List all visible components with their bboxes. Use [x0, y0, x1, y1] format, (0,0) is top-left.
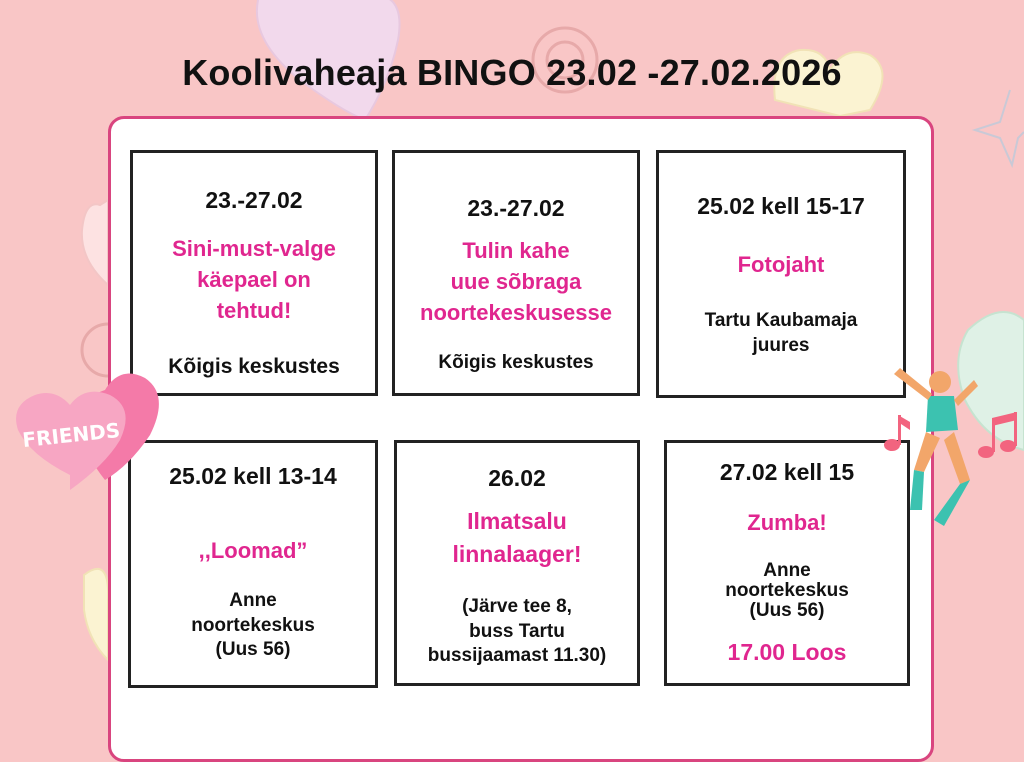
heart-shape: [82, 200, 108, 285]
card-location: Tartu Kaubamaja juures: [704, 310, 858, 356]
card-location: Anne noortekeskus (Uus 56): [725, 560, 849, 621]
music-note-icon: [978, 412, 1017, 458]
star-shape: [975, 90, 1024, 165]
dancer-illustration: [874, 360, 1024, 540]
card-date: 23.-27.02: [205, 187, 303, 213]
music-note-icon: [884, 415, 910, 451]
bingo-card-2: [392, 150, 640, 396]
card-event: ,,Loomad”: [198, 538, 308, 563]
card-event: Tulin kahe uue sõbraga noortekeskusesse: [420, 238, 612, 326]
heart-shape: [84, 569, 108, 660]
card-event: Zumba!: [747, 510, 827, 535]
dancer-body: [926, 396, 958, 432]
bingo-card-3: [656, 150, 906, 398]
card-date: 23.-27.02: [467, 195, 565, 221]
card-date: 25.02 kell 13-14: [169, 463, 337, 489]
card-event: Fotojaht: [737, 252, 825, 277]
card-date: 26.02: [488, 465, 546, 491]
card-event: Ilmatsalu linnalaager!: [452, 508, 582, 567]
card-date: 27.02 kell 15: [719, 459, 855, 485]
card-date: 25.02 kell 15-17: [697, 193, 865, 219]
bingo-card-5: [394, 440, 640, 686]
card-location: (Järve tee 8, buss Tartu bussijaamast 11.30): [427, 596, 607, 667]
card-location: Kõigis keskustes: [168, 355, 340, 378]
card-extra: 17.00 Loos: [727, 639, 847, 665]
friends-label: FRIENDS: [21, 417, 122, 453]
card-location: Kõigis keskustes: [438, 352, 594, 373]
page-title: Koolivaheaja BINGO 23.02 -27.02.2026: [182, 52, 842, 93]
dancer-head: [929, 371, 951, 393]
card-event: Sini-must-valge käepael on tehtud!: [172, 236, 336, 324]
friends-heart-sticker: [10, 360, 180, 510]
card-location: Anne noortekeskus (Uus 56): [191, 590, 315, 661]
